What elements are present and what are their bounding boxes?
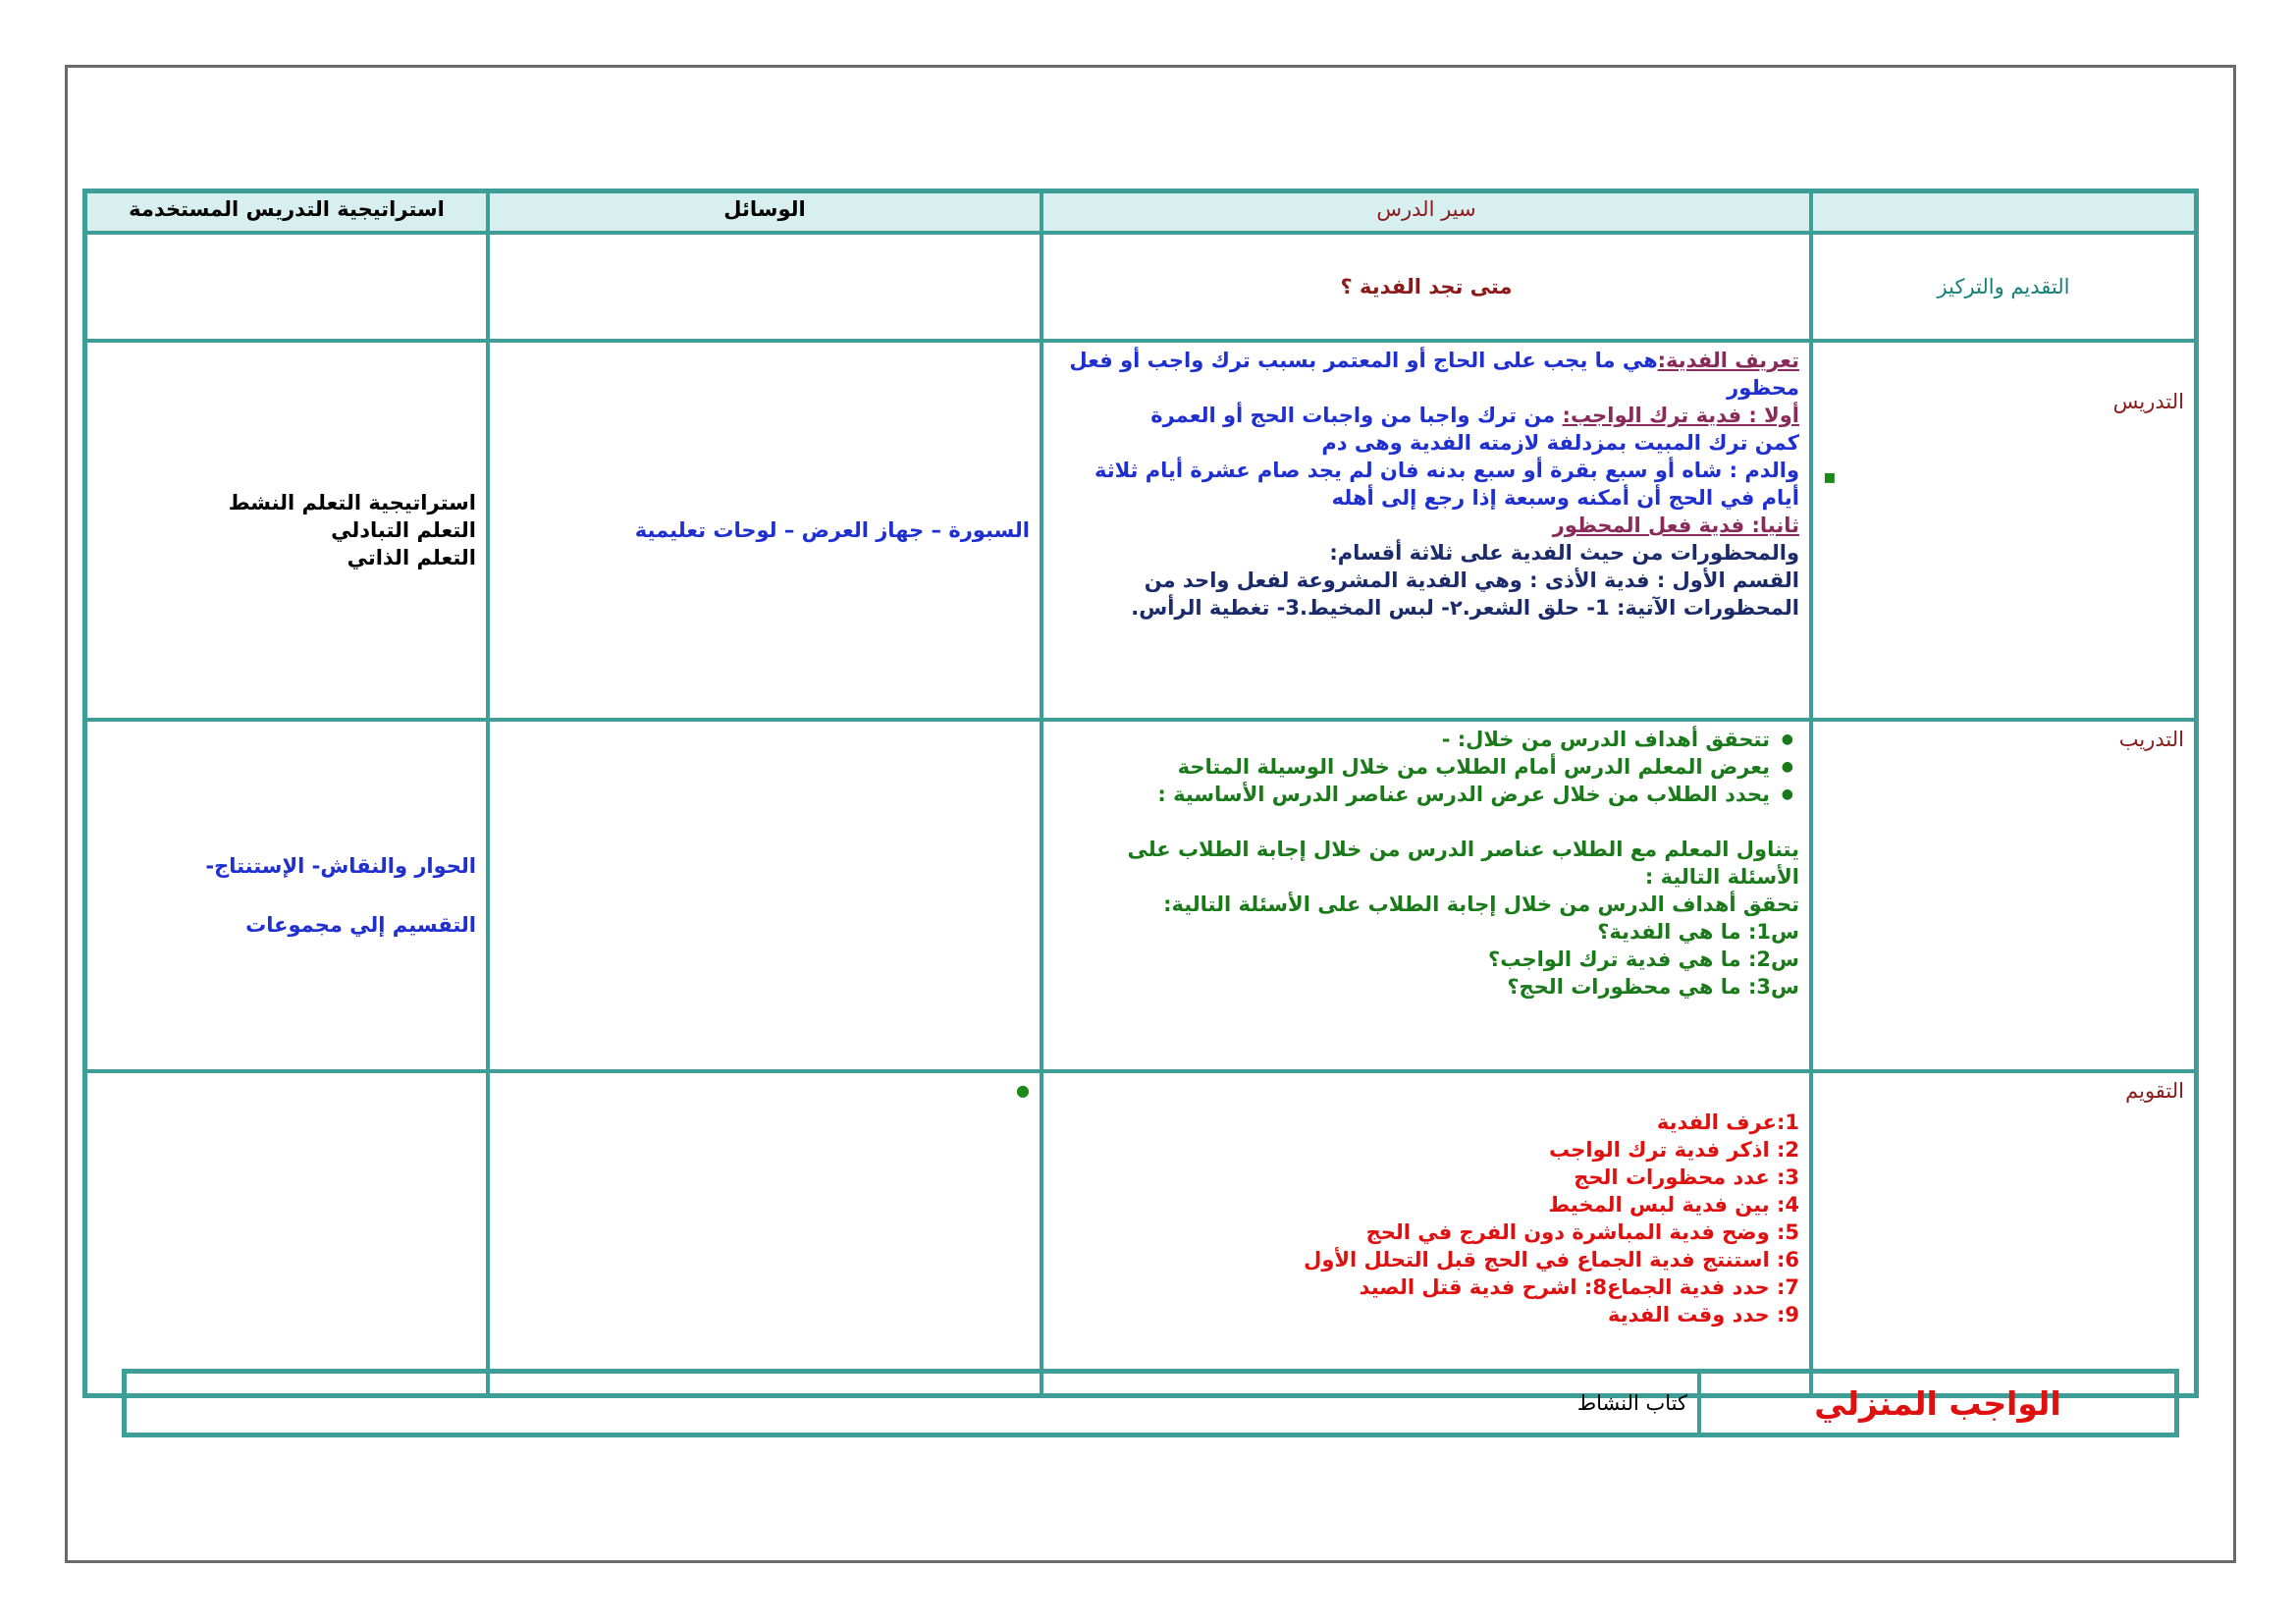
strategy-item: التعلم التبادلي (331, 518, 476, 542)
header-strategy: استراتيجية التدريس المستخدمة (85, 191, 488, 233)
evaluation-item: 3: عدد محظورات الحج (1574, 1165, 1799, 1189)
strategy-item: التقسيم إلي مجموعات (245, 913, 476, 937)
teaching-lesson-cell (1041, 341, 1811, 720)
list-item: ● يعرض المعلم الدرس أمام الطلاب من خلال الوسيلة المتاحة (1053, 753, 1770, 781)
homework-value: كتاب النشاط (125, 1372, 1699, 1435)
lesson-line-4: والدم : شاه أو سبع بقرة أو سبع بدنه فان لم يجد صام عشرة أيام ثلاثة أيام في الحج أن أمكنه وسبعة إذا رجع إلى أهله (1094, 459, 1799, 510)
teaching-tools-cell (488, 341, 1041, 720)
header-tools: الوسائل (488, 191, 1041, 233)
teaching-stage-cell (1811, 341, 2196, 720)
header-lesson: سير الدرس (1041, 191, 1811, 233)
evaluation-lesson-cell (1041, 1071, 1811, 1395)
evaluation-strategy-cell (85, 1071, 488, 1395)
training-stage-cell (1811, 720, 2196, 1071)
evaluation-stage-cell (1811, 1071, 2196, 1395)
first-section-label: أولا : فدية ترك الواجب: (1562, 404, 1799, 427)
intro-strategy-cell (85, 233, 488, 341)
training-strategy-cell (85, 720, 488, 1071)
strategy-item: الحوار والنقاش- الإستنتاج- (205, 854, 476, 878)
training-lesson-cell (1041, 720, 1811, 1071)
homework-title: الواجب المنزلي (1699, 1372, 2176, 1435)
evaluation-item: 1:عرف الفدية (1656, 1110, 1799, 1134)
lesson-line-6: والمحظورات من حيث الفدية على ثلاثة أقسام: (1329, 541, 1799, 565)
header-row (85, 191, 2196, 233)
teaching-tools: السبورة – جهاز العرض – لوحات تعليمية (634, 518, 1030, 542)
bullet-dot-icon: ● (1016, 1081, 1030, 1100)
evaluation-item: 5: وضح فدية المباشرة دون الفرج في الحج (1365, 1220, 1799, 1244)
training-question: س3: ما هي محظورات الحج؟ (1507, 975, 1799, 999)
evaluation-item: 2: اذكر فدية ترك الواجب (1548, 1138, 1799, 1162)
homework-table (122, 1369, 2179, 1437)
intro-question: متى تجد الفدية ؟ (1041, 233, 1811, 341)
definition-text: هي ما يجب على الحاج أو المعتمر بسبب ترك واجب أو فعل محظور (1069, 349, 1799, 400)
row-evaluation (85, 1071, 2196, 1395)
evaluation-item: 7: حدد فدية الجماع8: اشرح فدية قتل الصيد (1359, 1275, 1799, 1299)
lesson-line-7: القسم الأول : فدية الأذى : وهي الفدية المشروعة لفعل واحد من المحظورات الآتية: 1- حلق الشعر.٢- لبس المخيط.3- تغطية الرأس. (1131, 568, 1799, 620)
evaluation-tools-cell (488, 1071, 1041, 1395)
intro-stage: التقديم والتركيز (1811, 233, 2196, 341)
row-teaching (85, 341, 2196, 720)
training-bullets (1053, 726, 1799, 808)
training-stage: التدريب (2118, 728, 2184, 751)
lesson-line-3: كمن ترك المبيت بمزدلفة لازمته الفدية وهى دم (1321, 431, 1799, 455)
row-intro (85, 233, 2196, 341)
evaluation-item: 6: استنتج فدية الجماع في الحج قبل التحلل الأول (1304, 1248, 1799, 1272)
definition-label: تعريف الفدية: (1657, 349, 1799, 372)
list-item: ● يحدد الطلاب من خلال عرض الدرس عناصر الدرس الأساسية : (1053, 781, 1770, 808)
evaluation-item: 9: حدد وقت الفدية (1608, 1303, 1799, 1326)
intro-tools-cell (488, 233, 1041, 341)
training-question: س1: ما هي الفدية؟ (1597, 920, 1799, 944)
evaluation-item: 4: بين فدية لبس المخيط (1548, 1193, 1799, 1217)
teaching-strategy-cell (85, 341, 488, 720)
teaching-stage: التدريس (2112, 390, 2184, 413)
training-paragraph-2: تحقق أهداف الدرس من خلال إجابة الطلاب على الأسئلة التالية: (1163, 893, 1799, 916)
first-section-text: من ترك واجبا من واجبات الحج أو العمرة (1150, 404, 1563, 427)
evaluation-stage: التقويم (2125, 1079, 2184, 1103)
strategy-item: التعلم الذاتي (347, 546, 476, 569)
header-stage (1811, 191, 2196, 233)
list-item: ● تتحقق أهداف الدرس من خلال: - (1053, 726, 1770, 753)
training-paragraph-1: يتناول المعلم مع الطلاب عناصر الدرس من خلال إجابة الطلاب على الأسئلة التالية : (1127, 838, 1799, 889)
second-section-label: ثانيا: فدية فعل المحظور (1552, 514, 1799, 537)
training-tools-cell (488, 720, 1041, 1071)
strategy-item: استراتيجية التعلم النشط (228, 491, 476, 514)
row-training (85, 720, 2196, 1071)
lesson-plan-table (82, 189, 2199, 1398)
training-question: س2: ما هي فدية ترك الواجب؟ (1488, 947, 1799, 971)
teaching-marker-icon: ▪ (1823, 464, 1837, 488)
